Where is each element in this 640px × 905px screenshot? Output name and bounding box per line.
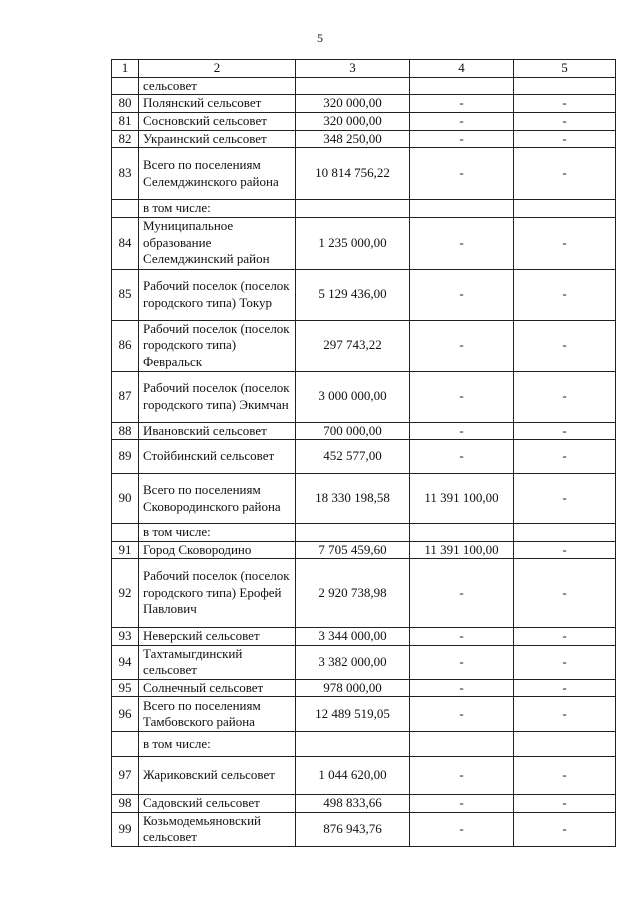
amount-col5: - (514, 474, 616, 524)
row-number: 90 (112, 474, 139, 524)
table-row (112, 217, 616, 269)
amount-col5 (514, 77, 616, 95)
settlement-name: Всего по поселениям Тамбовского района (139, 697, 296, 732)
amount-col4: - (410, 148, 514, 200)
row-number: 94 (112, 645, 139, 679)
settlement-name: в том числе: (139, 524, 296, 542)
column-header: 2 (139, 60, 296, 78)
row-number (112, 732, 139, 757)
table-row (112, 559, 616, 628)
amount-col4: - (410, 217, 514, 269)
table-row (112, 524, 616, 542)
row-number: 87 (112, 371, 139, 422)
amount-col5: - (514, 320, 616, 371)
row-number: 85 (112, 269, 139, 320)
amount-col5: - (514, 812, 616, 846)
amount-col3: 3 000 000,00 (296, 371, 410, 422)
amount-col5 (514, 732, 616, 757)
amount-col5 (514, 200, 616, 218)
settlement-name: Рабочий поселок (поселок городского типа) Ерофей Павлович (139, 559, 296, 628)
amount-col3: 320 000,00 (296, 113, 410, 131)
row-number: 91 (112, 541, 139, 559)
amount-col3: 498 833,66 (296, 795, 410, 813)
row-number (112, 200, 139, 218)
settlement-name: Муниципальное образование Селемджинский район (139, 217, 296, 269)
table-row (112, 371, 616, 422)
amount-col4: 11 391 100,00 (410, 474, 514, 524)
amount-col3: 5 129 436,00 (296, 269, 410, 320)
amount-col5: - (514, 559, 616, 628)
table-row (112, 474, 616, 524)
row-number: 99 (112, 812, 139, 846)
amount-col3: 978 000,00 (296, 679, 410, 697)
amount-col3: 297 743,22 (296, 320, 410, 371)
settlement-name: Украинский сельсовет (139, 130, 296, 148)
settlement-name: Город Сковородино (139, 541, 296, 559)
amount-col5: - (514, 645, 616, 679)
amount-col3: 1 235 000,00 (296, 217, 410, 269)
amount-col5 (514, 524, 616, 542)
row-number: 89 (112, 440, 139, 474)
row-number (112, 524, 139, 542)
row-number: 88 (112, 422, 139, 440)
table-row (112, 95, 616, 113)
amount-col4 (410, 732, 514, 757)
amount-col5: - (514, 795, 616, 813)
amount-col4: - (410, 320, 514, 371)
settlement-name: Козьмодемьяновский сельсовет (139, 812, 296, 846)
amount-col5: - (514, 371, 616, 422)
amount-col3: 12 489 519,05 (296, 697, 410, 732)
table-row (112, 130, 616, 148)
settlement-name: Рабочий поселок (поселок городского типа) Токур (139, 269, 296, 320)
row-number: 84 (112, 217, 139, 269)
amount-col3: 876 943,76 (296, 812, 410, 846)
table-row (112, 645, 616, 679)
row-number: 98 (112, 795, 139, 813)
amount-col4 (410, 524, 514, 542)
settlement-name: Тахтамыгдинский сельсовет (139, 645, 296, 679)
amount-col4: - (410, 757, 514, 795)
table-row (112, 732, 616, 757)
row-number: 92 (112, 559, 139, 628)
table-row (112, 795, 616, 813)
amount-col3 (296, 524, 410, 542)
amount-col5: - (514, 422, 616, 440)
page-number: 5 (317, 31, 323, 45)
table-row (112, 812, 616, 846)
table-row (112, 77, 616, 95)
settlement-name: Садовский сельсовет (139, 795, 296, 813)
amount-col3: 7 705 459,60 (296, 541, 410, 559)
amount-col4: - (410, 645, 514, 679)
amount-col4: - (410, 130, 514, 148)
table-row (112, 440, 616, 474)
amount-col5: - (514, 541, 616, 559)
budget-table (111, 59, 616, 847)
row-number: 82 (112, 130, 139, 148)
amount-col3: 348 250,00 (296, 130, 410, 148)
amount-col3: 10 814 756,22 (296, 148, 410, 200)
amount-col4: - (410, 679, 514, 697)
settlement-name: Ивановский сельсовет (139, 422, 296, 440)
amount-col5: - (514, 679, 616, 697)
amount-col4: - (410, 697, 514, 732)
amount-col3 (296, 77, 410, 95)
row-number (112, 77, 139, 95)
settlement-name: Жариковский сельсовет (139, 757, 296, 795)
table-row (112, 269, 616, 320)
amount-col5: - (514, 148, 616, 200)
amount-col3 (296, 732, 410, 757)
settlement-name: сельсовет (139, 77, 296, 95)
amount-col3: 1 044 620,00 (296, 757, 410, 795)
amount-col5: - (514, 95, 616, 113)
amount-col3: 452 577,00 (296, 440, 410, 474)
settlement-name: Всего по поселениям Сковородинского района (139, 474, 296, 524)
table-row (112, 113, 616, 131)
amount-col5: - (514, 217, 616, 269)
table-row (112, 697, 616, 732)
table-row (112, 757, 616, 795)
row-number: 80 (112, 95, 139, 113)
row-number: 97 (112, 757, 139, 795)
row-number: 96 (112, 697, 139, 732)
table-row (112, 148, 616, 200)
amount-col5: - (514, 440, 616, 474)
settlement-name: Полянский сельсовет (139, 95, 296, 113)
amount-col4: - (410, 269, 514, 320)
amount-col3: 3 344 000,00 (296, 628, 410, 646)
amount-col3 (296, 200, 410, 218)
row-number: 81 (112, 113, 139, 131)
settlement-name: в том числе: (139, 200, 296, 218)
settlement-name: Всего по поселениям Селемджинского района (139, 148, 296, 200)
column-header: 3 (296, 60, 410, 78)
amount-col5: - (514, 628, 616, 646)
amount-col3: 320 000,00 (296, 95, 410, 113)
amount-col5: - (514, 130, 616, 148)
table-row (112, 200, 616, 218)
amount-col5: - (514, 697, 616, 732)
row-number: 86 (112, 320, 139, 371)
amount-col4: - (410, 440, 514, 474)
amount-col4: - (410, 95, 514, 113)
table-row (112, 679, 616, 697)
table-row (112, 422, 616, 440)
amount-col5: - (514, 269, 616, 320)
column-header: 5 (514, 60, 616, 78)
row-number: 83 (112, 148, 139, 200)
table-row (112, 320, 616, 371)
settlement-name: Стойбинский сельсовет (139, 440, 296, 474)
amount-col3: 3 382 000,00 (296, 645, 410, 679)
amount-col4: - (410, 113, 514, 131)
table-body (112, 77, 616, 846)
amount-col4: - (410, 628, 514, 646)
amount-col5: - (514, 757, 616, 795)
column-header: 4 (410, 60, 514, 78)
amount-col4 (410, 77, 514, 95)
settlement-name: Сосновский сельсовет (139, 113, 296, 131)
table-row (112, 541, 616, 559)
amount-col4: - (410, 559, 514, 628)
amount-col3: 2 920 738,98 (296, 559, 410, 628)
amount-col3: 700 000,00 (296, 422, 410, 440)
settlement-name: Рабочий поселок (поселок городского типа) Экимчан (139, 371, 296, 422)
amount-col5: - (514, 113, 616, 131)
header-row (112, 60, 616, 78)
amount-col3: 18 330 198,58 (296, 474, 410, 524)
column-header: 1 (112, 60, 139, 78)
settlement-name: Солнечный сельсовет (139, 679, 296, 697)
amount-col4: - (410, 812, 514, 846)
settlement-name: в том числе: (139, 732, 296, 757)
table-row (112, 628, 616, 646)
row-number: 95 (112, 679, 139, 697)
settlement-name: Неверский сельсовет (139, 628, 296, 646)
amount-col4: 11 391 100,00 (410, 541, 514, 559)
amount-col4: - (410, 371, 514, 422)
row-number: 93 (112, 628, 139, 646)
settlement-name: Рабочий поселок (поселок городского типа) Февральск (139, 320, 296, 371)
amount-col4: - (410, 422, 514, 440)
amount-col4 (410, 200, 514, 218)
amount-col4: - (410, 795, 514, 813)
